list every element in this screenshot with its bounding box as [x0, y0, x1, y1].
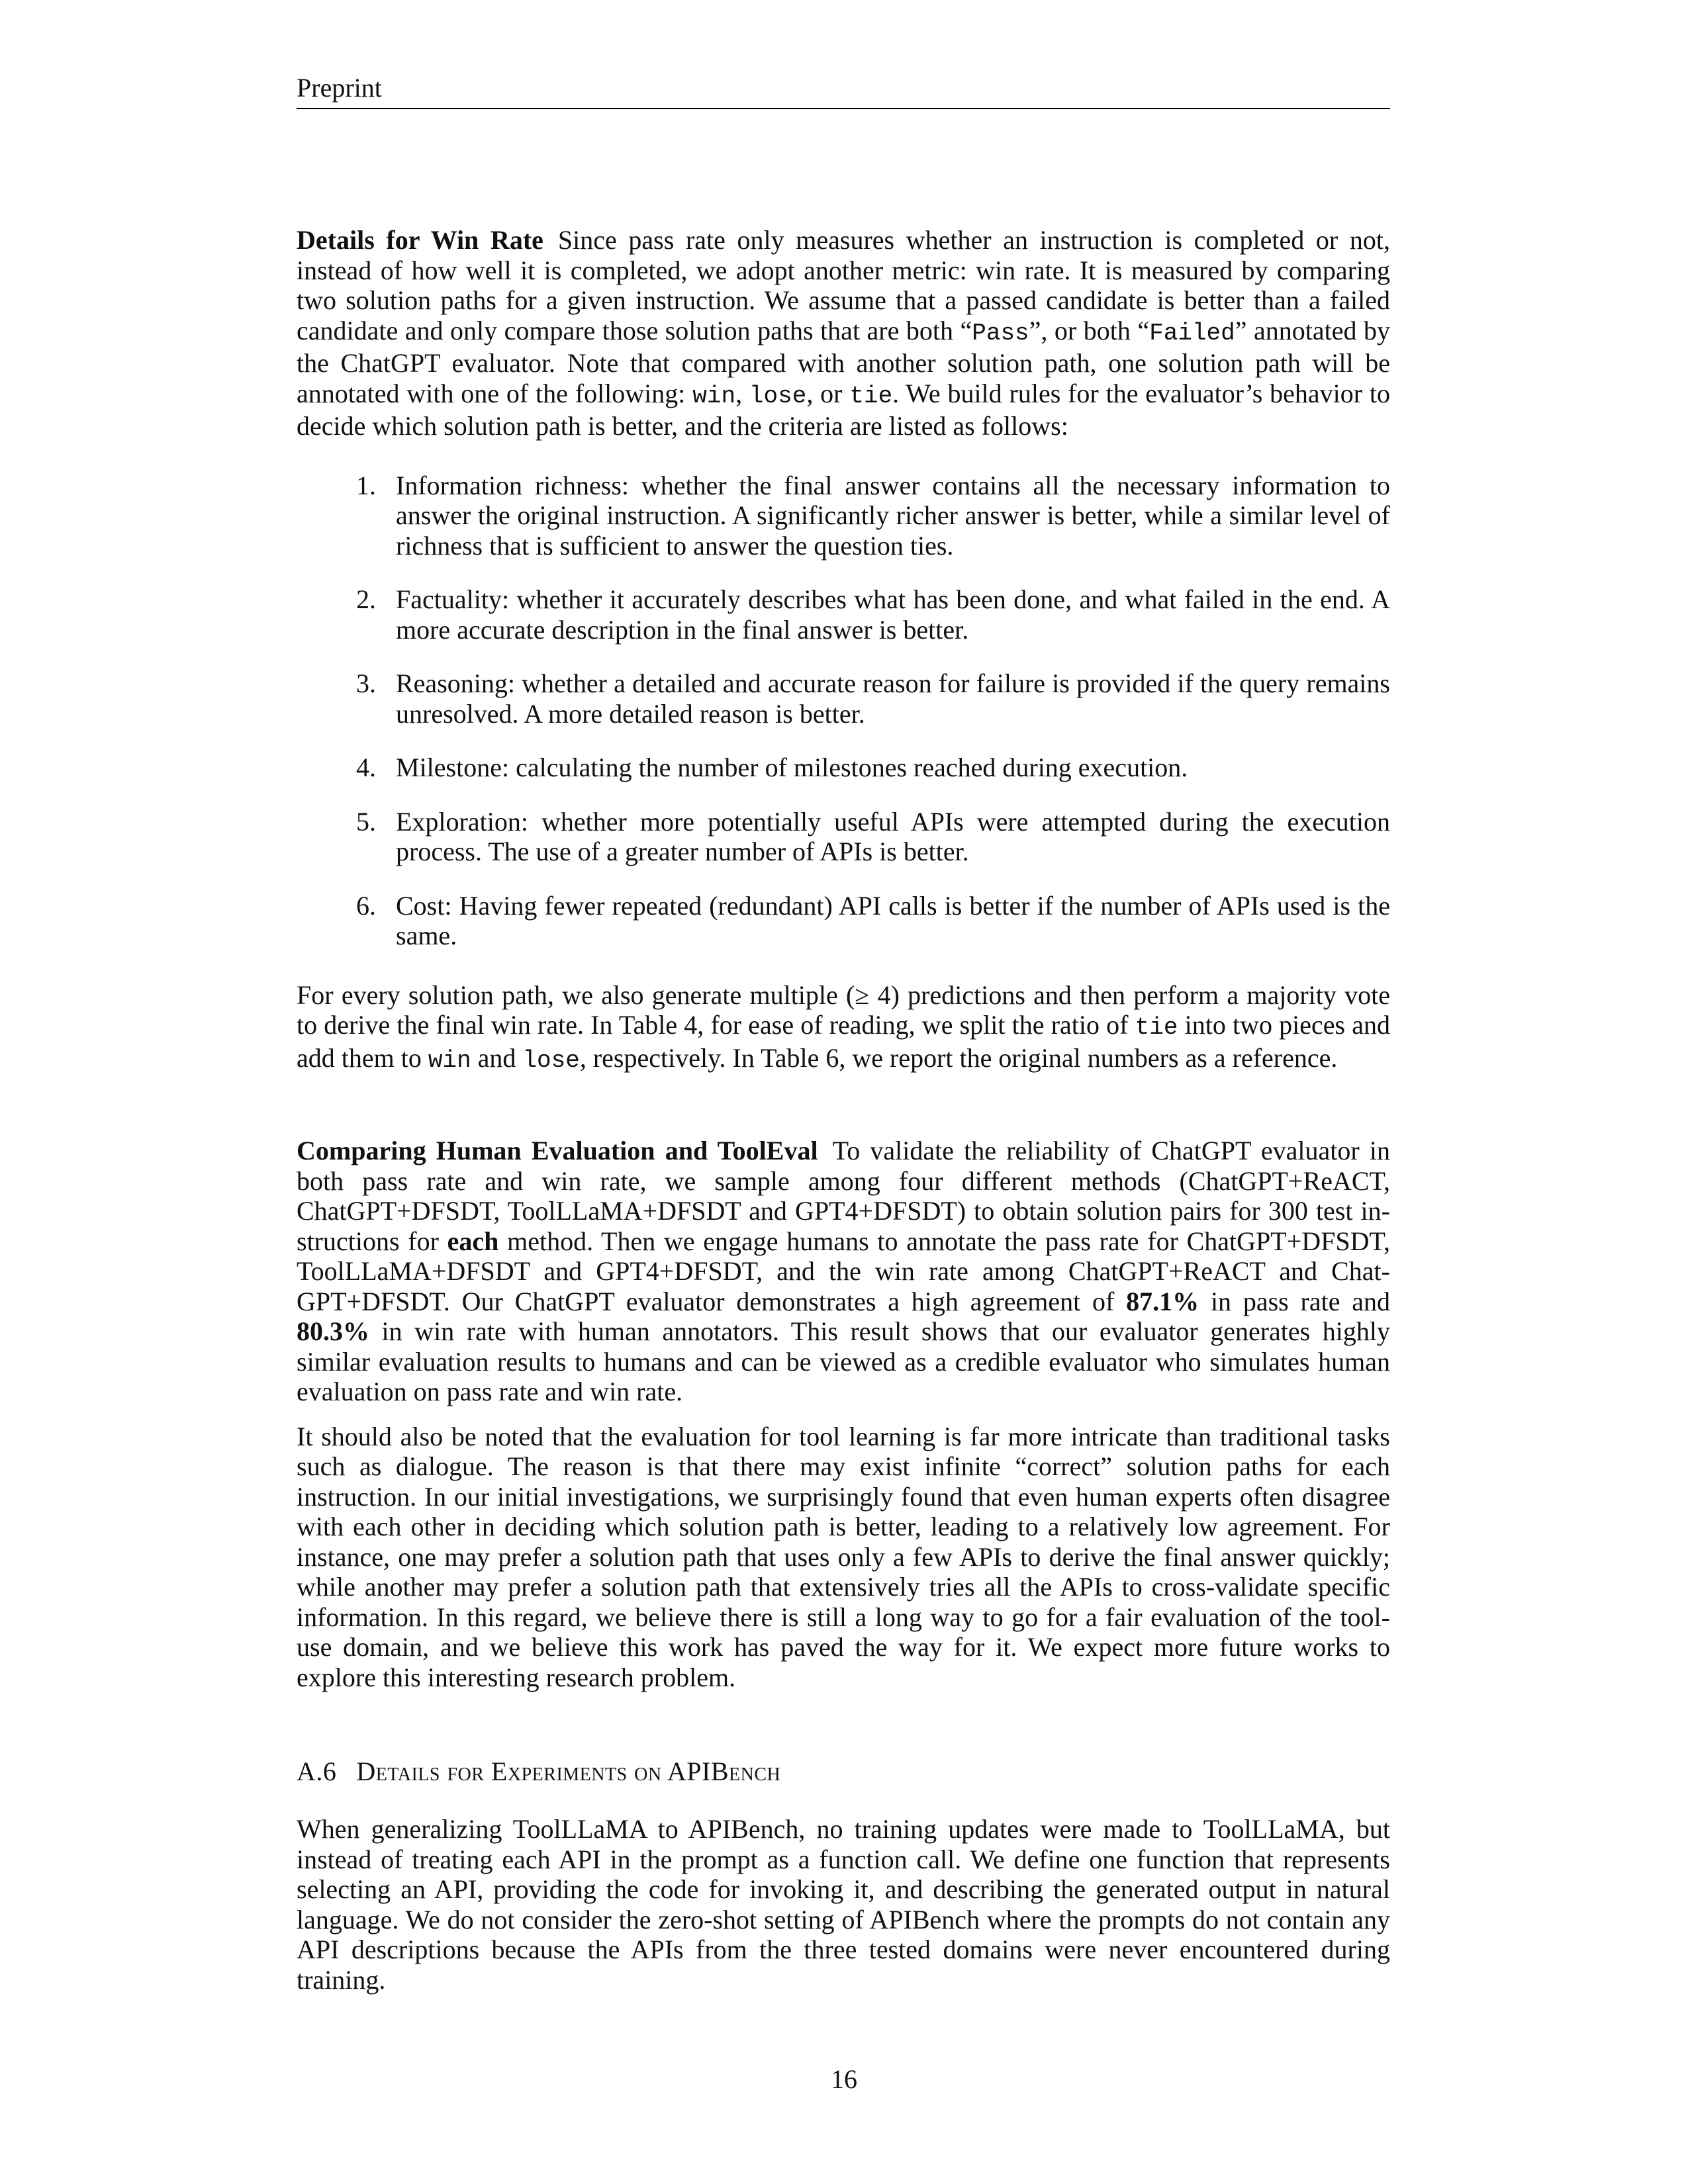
win-rate-run-in-heading: Details for Win Rate: [297, 225, 543, 255]
list-item: 6. Cost: Having fewer repeated (redundant) API calls is better if the number of APIs used is the same.: [356, 890, 1390, 950]
apibench-paragraph: When generalizing ToolLLaMA to APIBench, no training updates were made to ToolLLaMA, but instead of treating each API in the prompt as a function call. We define one function that represents selecting an API, providing the code for invoking it, and describing the generated output in natural language. We do not consider the zero-shot setting of APIBench where the prompts do not contain any API descriptions because the APIs from the three tested domains were never encountered during training.: [297, 1814, 1390, 1995]
running-header: Preprint: [297, 69, 1390, 109]
human-eval-run-in-heading: Comparing Human Evaluation and ToolEval: [297, 1136, 818, 1165]
criteria-list: [297, 471, 1390, 951]
list-item: 1. Information richness: whether the final answer contains all the necessary information to answer the original instruction. A significantly richer answer is better, while a similar level of richness that is sufficient to answer the question ties.: [356, 470, 1390, 561]
human-eval-paragraph: Comparing Human Evaluation and ToolEval To validate the reliability of ChatGPT evaluator in both pass rate and win rate, we sample among four different methods (ChatGPT+ReACT, ChatGPT+DFSDT, ToolLLaMA+DFSDT and GPT4+DFSDT) to obtain solution pairs for 300 test instructions for each method. Then we engage humans to annotate the pass rate for ChatGPT+DFSDT, ToolLLaMA+DFSDT and GPT4+DFSDT, and the win rate among ChatGPT+ReACT and ChatGPT+DFSDT. Our ChatGPT evaluator demonstrates a high agreement of 87.1% in pass rate and 80.3% in win rate with human annotators. This result shows that our evaluator generates highly similar evaluation results to humans and can be viewed as a credible evaluator who simulates human evaluation on pass rate and win rate.: [297, 1136, 1391, 1406]
list-item: 5. Exploration: whether more potentially useful APIs were attempted during the execution process. The use of a greater number of APIs is better.: [356, 806, 1390, 866]
code-tie: tie: [849, 382, 893, 410]
list-item: 4. Milestone: calculating the number of milestones reached during execution.: [356, 752, 1188, 782]
section-heading-a6: A.6 Details for Experiments on APIBench: [297, 1756, 781, 1786]
majority-vote-paragraph: For every solution path, we also generate multiple (≥ 4) predictions and then perform a majority vote to derive the final win rate. In Table 4, for ease of reading, we split the ratio of tie into two pieces and add them to win and lose, respectively. In Table 6, we report the original numbers as a reference.: [297, 979, 1391, 1074]
code-win: win: [692, 382, 736, 410]
page-number: 16: [831, 2064, 857, 2094]
code-pass: Pass: [972, 319, 1029, 347]
evaluation-difficulty-paragraph: It should also be noted that the evaluation for tool learning is far more intricate than traditional tasks such as dialogue. The reason is that there may exist infinite “correct” solution paths for each instruction. In our initial investigations, we surprisingly found that even human experts often disagree with each other in deciding which solution path is better, leading to a relatively low agreement. For instance, one may prefer a solution path that uses only a few APIs to derive the final answer quickly; while another may prefer a solution path that extensively tries all the APIs to cross-validate specific information. In this regard, we believe there is still a long way to go for a fair evaluation of the tool-use domain, and we believe this work has paved the way for it. We expect more future works to explore this interesting research problem.: [297, 1421, 1390, 1692]
list-item: 2. Factuality: whether it accurately describes what has been done, and what failed in the end. A more accurate description in the final answer is better.: [356, 584, 1390, 645]
code-failed: Failed: [1149, 319, 1235, 347]
page-content: [297, 225, 1390, 1995]
code-lose: lose: [749, 382, 807, 410]
win-rate-paragraph: Details for Win Rate Since pass rate only measures whether an instruction is completed or not, instead of how well it is completed, we adopt another metric: win rate. It is measured by comparing two solution paths for a given instruction. We assume that a passed candidate is better than a failed candidate and only compare those solution paths that are both “Pass”, or both “Failed” annotated by the ChatGPT evaluator. Note that compared with another solution path, one solution path will be annotated with one of the following: win, lose, or tie. We build rules for the evaluator’s behavior to decide which solution path is better, and the criteria are listed as follows:: [297, 225, 1391, 441]
list-item: 3. Reasoning: whether a detailed and accurate reason for failure is provided if the query remains unresolved. A more detailed reason is better.: [356, 668, 1390, 729]
